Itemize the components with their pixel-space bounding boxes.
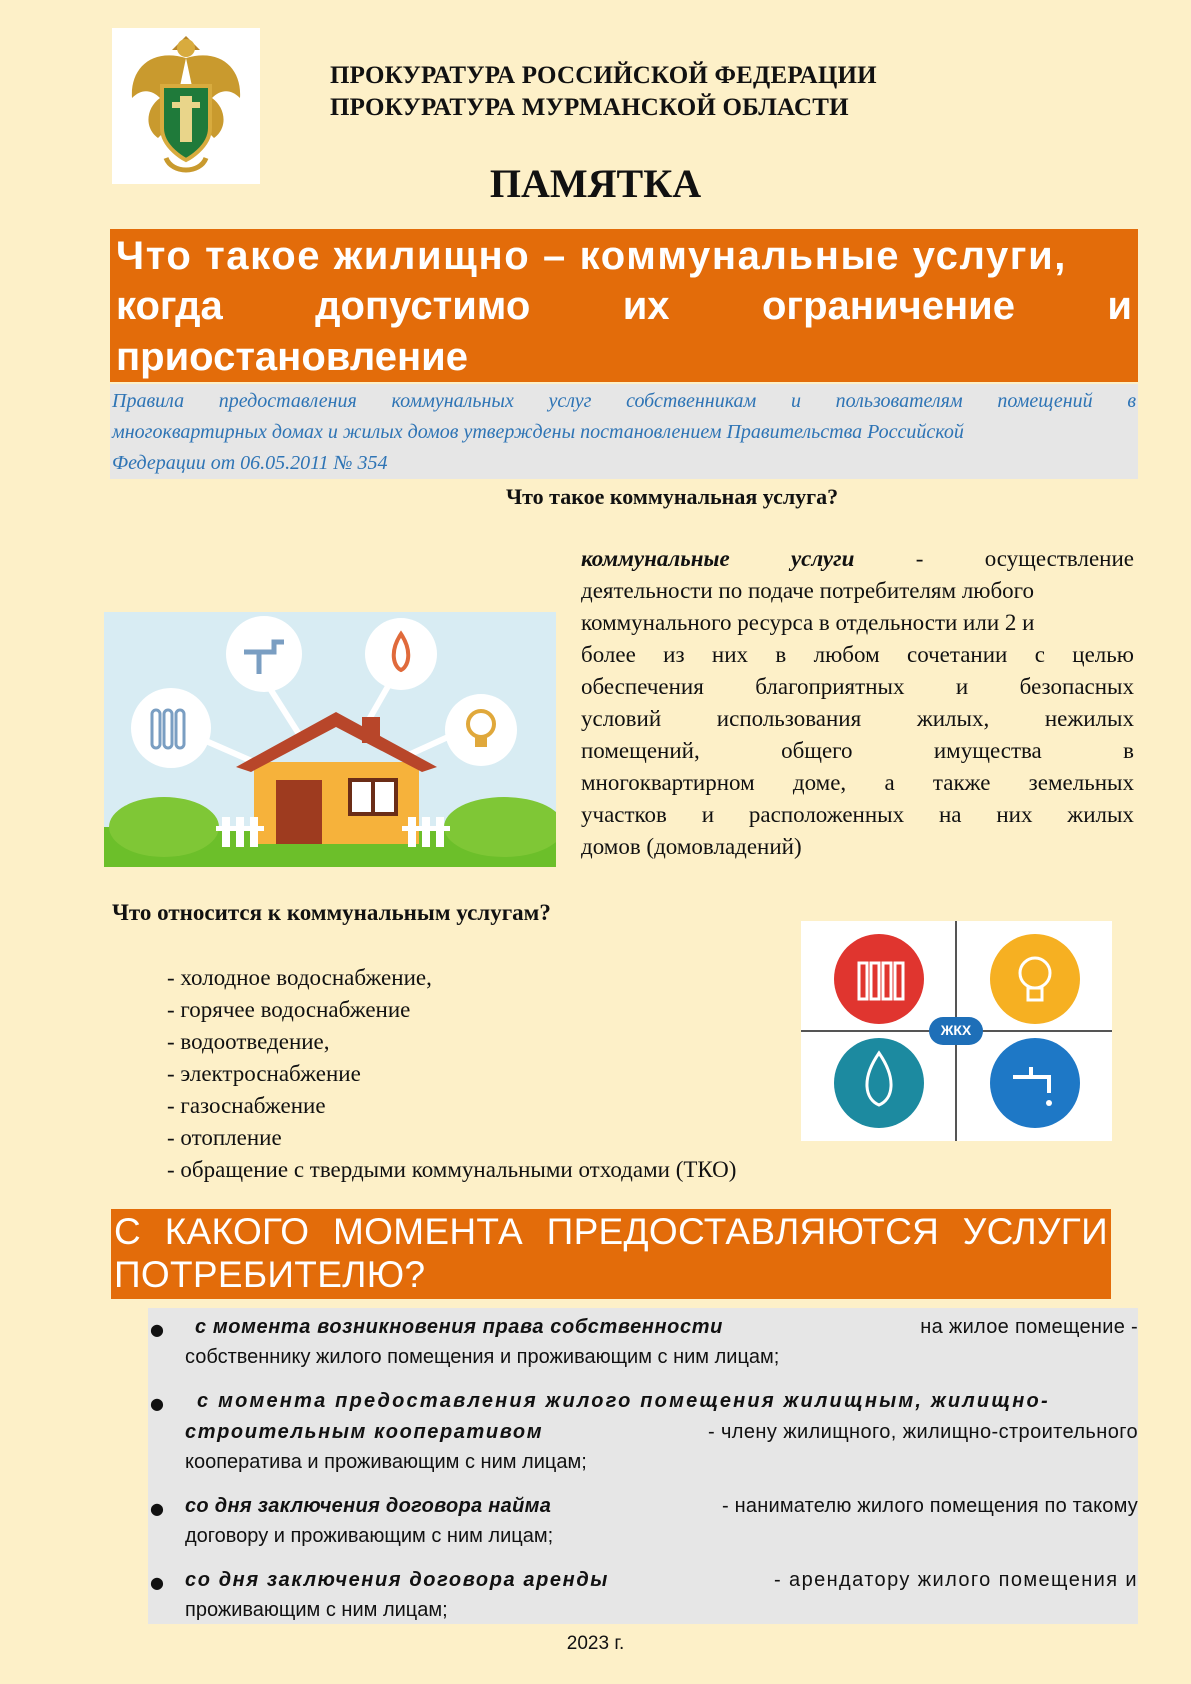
house-utilities-illustration-icon	[104, 612, 556, 867]
title-word: когда	[116, 284, 223, 328]
condition-item	[185, 1316, 1138, 1339]
service-item: - водоотведение,	[167, 1029, 330, 1054]
definition-word: них	[996, 802, 1033, 827]
condition-continuation: кооператива и проживающим с ним лицам;	[185, 1451, 587, 1473]
section-word: С	[114, 1211, 142, 1252]
service-item: - холодное водоснабжение,	[167, 965, 432, 990]
definition-word: них	[711, 642, 749, 667]
conditions-list	[148, 1308, 1138, 1624]
definition-word: участков	[581, 802, 667, 827]
section-word: МОМЕНТА	[333, 1211, 524, 1252]
title-word: их	[622, 284, 670, 328]
title-line-1-text: Что такое жилищно – коммунальные услуги,	[116, 234, 1067, 278]
definition-word: любом	[813, 642, 880, 667]
definition-word: с	[1034, 642, 1045, 667]
condition-rest: - арендатору жилого помещения и	[774, 1569, 1138, 1591]
condition-continuation: проживающим с ним лицам;	[185, 1599, 448, 1621]
definition-word: также	[932, 770, 991, 795]
definition-word: безопасных	[1019, 674, 1134, 699]
definition-word: обеспечения	[581, 674, 704, 699]
definition-line: деятельности по подаче потребителям любого	[581, 578, 1035, 603]
definition-word: в	[1123, 738, 1134, 763]
section-line-2: ПОТРЕБИТЕЛЮ?	[114, 1254, 426, 1295]
condition-continuation: договору и проживающим с ним лицам;	[185, 1525, 554, 1547]
definition-line: домов (домовладений)	[581, 834, 802, 859]
section-line-1	[114, 1211, 1108, 1253]
definition-line	[581, 674, 1134, 700]
definition-word: на	[938, 802, 962, 827]
condition-lead: со дня заключения договора найма	[185, 1495, 552, 1517]
definition-word: и	[955, 674, 969, 699]
jkh-utilities-icon	[801, 921, 1112, 1141]
section-word: КАКОГО	[164, 1211, 310, 1252]
title-banner	[110, 229, 1138, 382]
condition-lead: с момента возникновения права собственности	[195, 1316, 723, 1338]
title-word: допустимо	[315, 284, 531, 328]
bullet-icon: ●	[150, 1320, 164, 1339]
condition-lead: со дня заключения договора аренды	[185, 1569, 609, 1591]
definition-term: услуги	[790, 546, 855, 571]
condition-continuation: собственнику жилого помещения и проживающим с ним лицам;	[185, 1346, 780, 1368]
definition-word: общего	[781, 738, 853, 763]
definition-word: сочетании	[906, 642, 1008, 667]
definition-word: и	[701, 802, 715, 827]
title-line-1	[116, 234, 1132, 279]
definition-word: нежилых	[1044, 706, 1134, 731]
org-line-1: ПРОКУРАТУРА РОССИЙСКОЙ ФЕДЕРАЦИИ	[330, 62, 877, 89]
definition-word: жилых,	[916, 706, 990, 731]
service-item: - электроснабжение	[167, 1061, 361, 1086]
definition-word: условий	[581, 706, 662, 731]
footer-year: 2023 г.	[566, 1633, 625, 1654]
section-banner	[111, 1209, 1111, 1299]
intro-word: собственникам	[626, 390, 757, 412]
title-line-2	[116, 284, 1132, 329]
definition-word: целью	[1072, 642, 1134, 667]
definition-word: из	[663, 642, 685, 667]
definition-word: имущества	[933, 738, 1042, 763]
condition-lead: строительным кооперативом	[185, 1421, 544, 1443]
service-item: - горячее водоснабжение	[167, 997, 411, 1022]
intro-line-3: Федерации от 06.05.2011 № 354	[112, 452, 388, 474]
condition-item	[185, 1495, 1138, 1518]
condition-rest: на жилое помещение -	[920, 1316, 1138, 1338]
definition-word: благоприятных	[755, 674, 905, 699]
definition-word: помещений,	[581, 738, 700, 763]
section-word: УСЛУГИ	[962, 1211, 1108, 1252]
intro-word: пользователям	[835, 390, 963, 412]
bullet-icon: ●	[150, 1394, 164, 1413]
definition-word: более	[581, 642, 636, 667]
title-word: ограничение	[761, 284, 1015, 328]
bullet-icon: ●	[150, 1573, 164, 1592]
intro-line-2: многоквартирных домах и жилых домов утверждены постановлением Правительства Российской	[112, 421, 964, 443]
definition-term: коммунальные	[581, 546, 730, 571]
service-item: - обращение с твердыми коммунальными отходами (ТКО)	[167, 1157, 737, 1182]
intro-word: и	[791, 390, 801, 412]
intro-word: в	[1127, 390, 1136, 412]
service-item: - газоснабжение	[167, 1093, 326, 1118]
condition-rest: - нанимателю жилого помещения по такому	[722, 1495, 1138, 1517]
condition-lead: с момента предоставления жилого помещения жилищным, жилищно-	[197, 1390, 1050, 1412]
definition-word: жилых	[1067, 802, 1134, 827]
intro-line-1	[112, 390, 1136, 413]
definition-line	[581, 642, 1134, 668]
definition-line	[581, 706, 1134, 732]
definition-word: осуществление	[984, 546, 1134, 571]
org-line-2: ПРОКУРАТУРА МУРМАНСКОЙ ОБЛАСТИ	[330, 94, 849, 121]
intro-word: предоставления	[218, 390, 357, 412]
definition-line: коммунального ресурса в отдельности или 2 и	[581, 610, 1035, 635]
definition-line	[581, 802, 1134, 828]
intro-word: услуг	[548, 390, 592, 412]
intro-word: коммунальных	[391, 390, 514, 412]
condition-rest: - члену жилищного, жилищно-строительного	[707, 1421, 1138, 1443]
definition-line	[581, 770, 1134, 796]
title-line-3: приостановление	[116, 335, 468, 379]
intro-word: помещений	[997, 390, 1093, 412]
question-what-services: Что относится к коммунальным услугам?	[112, 900, 551, 925]
definition-word: -	[915, 546, 924, 571]
jkh-label: ЖКХ	[940, 1022, 972, 1038]
definition-line	[581, 738, 1134, 764]
definition-word: использования	[716, 706, 862, 731]
question-what-is-service: Что такое коммунальная услуга?	[506, 484, 839, 509]
definition-word: в	[775, 642, 787, 667]
intro-box	[110, 384, 1138, 479]
title-word: и	[1107, 284, 1132, 328]
intro-word: Правила	[112, 390, 185, 412]
definition-word: расположенных	[748, 802, 905, 827]
service-item: - отопление	[167, 1125, 282, 1150]
condition-item	[185, 1421, 1138, 1444]
definition-line	[581, 546, 1134, 572]
bullet-icon: ●	[150, 1499, 164, 1518]
definition-word: многоквартирном	[581, 770, 755, 795]
condition-item	[185, 1569, 1138, 1592]
definition-word: доме,	[792, 770, 847, 795]
section-word: ПРЕДОСТАВЛЯЮТСЯ	[546, 1211, 940, 1252]
definition-word: а	[884, 770, 895, 795]
document-title: ПАМЯТКА	[489, 161, 702, 206]
definition-word: земельных	[1028, 770, 1134, 795]
